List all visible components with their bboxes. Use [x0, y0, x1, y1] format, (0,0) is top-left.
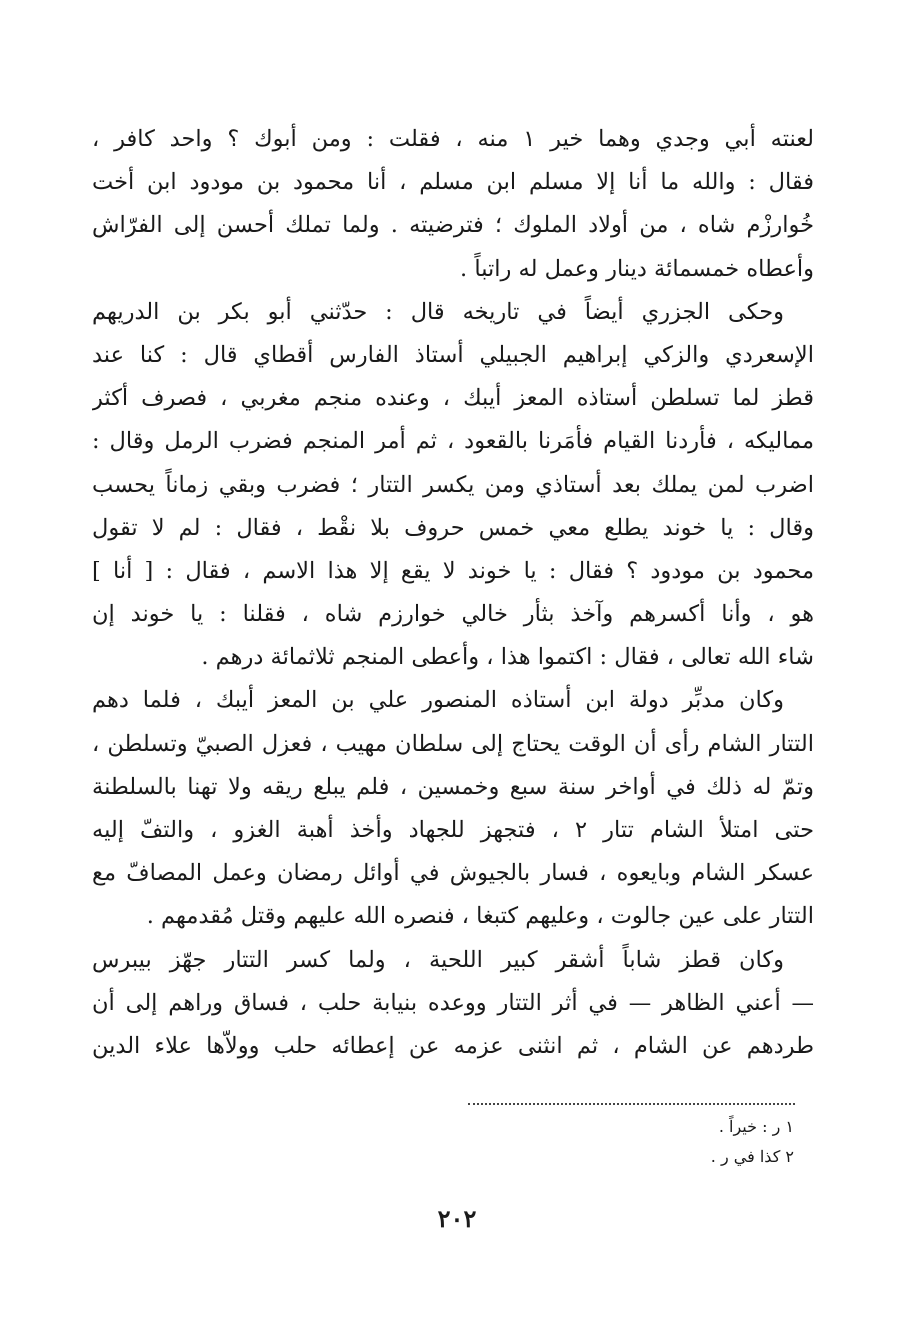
text-line: وتمّ له ذلك في أواخر سنة سبع وخمسين ، فلم يبلع ريقه ولا تهنا بالسلطنة	[92, 773, 814, 800]
footnote: ١ ر : خيراً .	[718, 1117, 794, 1136]
text-line: — أعني الظاهر — في أثر التتار ووعده بنيابة حلب ، فساق وراهم إلى أن	[92, 989, 814, 1016]
text-line: فقال : والله ما أنا إلا مسلم ابن مسلم ، أنا محمود بن مودود ابن أخت	[92, 169, 814, 196]
text-line: التتار على عين جالوت ، وعليهم كتبغا ، فنصره الله عليهم وقتل مُقدمهم .	[146, 903, 814, 930]
footnote-separator	[468, 1103, 795, 1105]
text-line: مماليكه ، فأردنا القيام فأمَرنا بالقعود ، ثم أمر المنجم فضرب الرمل وقال :	[92, 428, 814, 455]
text-line: وأعطاه خمسمائة دينار وعمل له راتباً .	[460, 255, 814, 282]
text-line: وحكى الجزري أيضاً في تاريخه قال : حدّثني أبو بكر بن الدريهم	[92, 298, 784, 325]
text-line: التتار الشام رأى أن الوقت يحتاج إلى سلطان مهيب ، فعزل الصبيّ وتسلطن ،	[92, 730, 814, 757]
text-line: حتى امتلأ الشام تتار ٢ ، فتجهز للجهاد وأخذ أهبة الغزو ، والتفّ إليه	[92, 817, 814, 843]
text-line: عسكر الشام وبايعوه ، فسار بالجيوش في أوائل رمضان وعمل المصافّ مع	[92, 860, 814, 887]
text-line: شاء الله تعالى ، فقال : اكتموا هذا ، وأعطى المنجم ثلاثمائة درهم .	[201, 644, 814, 671]
text-line: اضرب لمن يملك بعد أستاذي ومن يكسر التتار ؛ فضرب وبقي زماناً يحسب	[92, 471, 814, 498]
footnote: ٢ كذا في ر .	[710, 1147, 794, 1166]
text-line: لعنته أبي وجدي وهما خير ١ منه ، فقلت : ومن أبوك ؟ واحد كافر ،	[92, 126, 814, 152]
text-line: وكان قطز شاباً أشقر كبير اللحية ، ولما كسر التتار جهّز بيبرس	[92, 946, 784, 973]
page-number: ٢٠٢	[437, 1204, 477, 1233]
text-line: وقال : يا خوند يطلع معي خمس حروف بلا نقْط ، فقال : لم لا تقول	[92, 514, 814, 541]
text-line: هو ، وأنا أكسرهم وآخذ بثأر خالي خوارزم شاه ، فقلنا : يا خوند إن	[92, 601, 814, 628]
text-line: وكان مدبِّر دولة ابن أستاذه المنصور علي بن المعز أيبك ، فلما دهم	[92, 687, 784, 714]
footnotes	[468, 1112, 794, 1172]
text-line: قطز لما تسلطن أستاذه المعز أيبك ، وعنده منجم مغربي ، فصرف أكثر	[92, 385, 814, 412]
text-line: خُوارزْم شاه ، من أولاد الملوك ؛ فترضيته . ولما تملك أحسن إلى الفرّاش	[92, 212, 814, 239]
text-line: محمود بن مودود ؟ فقال : يا خوند لا يقع إلا هذا الاسم ، فقال : [ أنا ]	[92, 557, 814, 584]
text-line: طردهم عن الشام ، ثم انثنى عزمه عن إعطائه حلب وولاّها علاء الدين	[92, 1032, 814, 1059]
text-line: الإسعردي والزكي إبراهيم الجبيلي أستاذ الفارس أقطاي قال : كنا عند	[92, 341, 814, 368]
body-text	[92, 118, 814, 1068]
